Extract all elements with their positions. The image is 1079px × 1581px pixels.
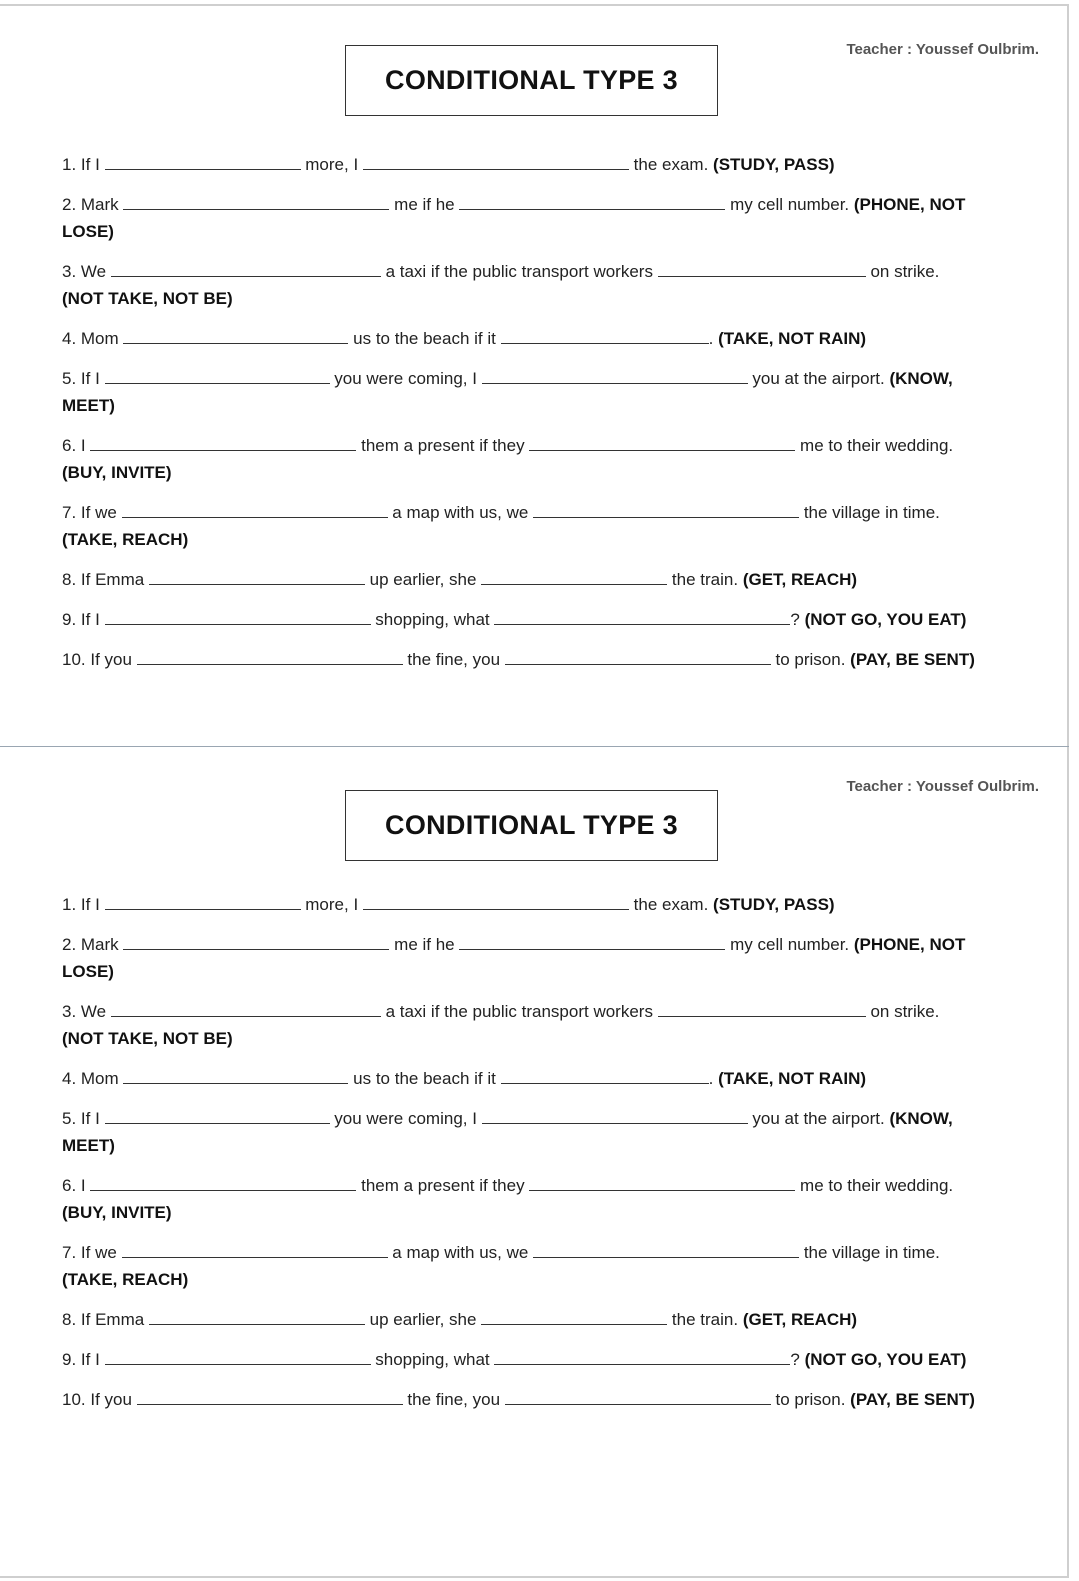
exercise-item	[62, 998, 1002, 1052]
exercise-item	[62, 931, 1002, 985]
item-tail: ?	[790, 1350, 800, 1369]
exercise-item	[62, 365, 1002, 419]
answer-blank[interactable]	[533, 502, 799, 518]
answer-blank[interactable]	[459, 934, 725, 950]
item-mid: me if he	[394, 935, 455, 954]
item-lead: 4. Mom	[62, 329, 119, 348]
item-mid: the fine, you	[407, 1390, 501, 1409]
item-tail: .	[708, 329, 714, 348]
item-lead: 6. I	[62, 1176, 86, 1195]
answer-blank[interactable]	[105, 154, 301, 170]
item-lead: 3. We	[62, 262, 107, 281]
exercise-item	[62, 499, 1002, 553]
answer-blank[interactable]	[105, 1349, 371, 1365]
item-mid: shopping, what	[375, 610, 490, 629]
answer-blank[interactable]	[123, 1068, 348, 1084]
answer-blank[interactable]	[90, 1175, 356, 1191]
exercise-item	[62, 1065, 1002, 1092]
item-mid: them a present if they	[361, 1176, 525, 1195]
verb-hint: (NOT TAKE, NOT BE)	[62, 1029, 233, 1048]
exercise-item	[62, 1386, 1002, 1413]
item-tail: the exam.	[633, 895, 709, 914]
item-mid: you were coming, I	[334, 1109, 477, 1128]
item-tail: me to their wedding.	[800, 1176, 954, 1195]
item-mid: them a present if they	[361, 436, 525, 455]
answer-blank[interactable]	[481, 1309, 667, 1325]
item-tail: the village in time.	[803, 1243, 940, 1262]
item-tail: the train.	[671, 1310, 739, 1329]
answer-blank[interactable]	[658, 261, 866, 277]
item-tail: my cell number.	[730, 935, 850, 954]
exercise-item	[62, 1346, 1002, 1373]
exercise-item	[62, 566, 1002, 593]
item-lead: 10. If you	[62, 650, 132, 669]
item-tail: you at the airport.	[752, 1109, 885, 1128]
answer-blank[interactable]	[482, 1108, 748, 1124]
verb-hint: (BUY, INVITE)	[62, 463, 172, 482]
verb-hint: (PHONE, NOT LOSE)	[62, 195, 966, 241]
item-tail: the train.	[671, 570, 739, 589]
answer-blank[interactable]	[363, 154, 629, 170]
verb-hint: (GET, REACH)	[742, 1310, 858, 1329]
item-tail: the village in time.	[803, 503, 940, 522]
exercise-item	[62, 325, 1002, 352]
verb-hint: (PAY, BE SENT)	[850, 1390, 975, 1409]
verb-hint: (TAKE, REACH)	[62, 530, 189, 549]
verb-hint: (NOT GO, YOU EAT)	[804, 610, 967, 629]
item-lead: 4. Mom	[62, 1069, 119, 1088]
teacher-name: Teacher : Youssef Oulbrim.	[846, 778, 1039, 795]
answer-blank[interactable]	[505, 1389, 771, 1405]
item-mid: you were coming, I	[334, 369, 477, 388]
verb-hint: (PAY, BE SENT)	[850, 650, 975, 669]
item-lead: 2. Mark	[62, 195, 119, 214]
answer-blank[interactable]	[111, 1001, 381, 1017]
item-lead: 5. If I	[62, 369, 100, 388]
answer-blank[interactable]	[105, 1108, 330, 1124]
answer-blank[interactable]	[122, 1242, 388, 1258]
exercise-item	[62, 1239, 1002, 1293]
verb-hint: (KNOW, MEET)	[62, 1109, 953, 1155]
item-tail: my cell number.	[730, 195, 850, 214]
item-tail: to prison.	[775, 1390, 846, 1409]
teacher-name: Teacher : Youssef Oulbrim.	[846, 41, 1039, 58]
item-lead: 10. If you	[62, 1390, 132, 1409]
item-lead: 7. If we	[62, 1243, 117, 1262]
exercise-item	[62, 891, 1002, 918]
item-tail: the exam.	[633, 155, 709, 174]
answer-blank[interactable]	[90, 435, 356, 451]
answer-blank[interactable]	[137, 649, 403, 665]
answer-blank[interactable]	[459, 194, 725, 210]
verb-hint: (GET, REACH)	[742, 570, 858, 589]
answer-blank[interactable]	[149, 1309, 365, 1325]
exercise-list	[62, 151, 1002, 686]
item-tail: .	[708, 1069, 714, 1088]
exercise-item	[62, 606, 1002, 633]
exercise-item	[62, 151, 1002, 178]
item-lead: 1. If I	[62, 155, 100, 174]
answer-blank[interactable]	[137, 1389, 403, 1405]
answer-blank[interactable]	[123, 194, 389, 210]
answer-blank[interactable]	[505, 649, 771, 665]
verb-hint: (BUY, INVITE)	[62, 1203, 172, 1222]
verb-hint: (STUDY, PASS)	[713, 155, 835, 174]
item-tail: on strike.	[870, 262, 940, 281]
item-mid: a map with us, we	[392, 1243, 529, 1262]
answer-blank[interactable]	[529, 435, 795, 451]
worksheet-top	[0, 6, 1069, 746]
worksheet-bottom	[0, 746, 1069, 1486]
answer-blank[interactable]	[123, 934, 389, 950]
item-lead: 9. If I	[62, 610, 100, 629]
exercise-item	[62, 432, 1002, 486]
item-mid: a taxi if the public transport workers	[385, 1002, 653, 1021]
verb-hint: (TAKE, REACH)	[62, 1270, 189, 1289]
verb-hint: (KNOW, MEET)	[62, 369, 953, 415]
answer-blank[interactable]	[122, 502, 388, 518]
item-lead: 7. If we	[62, 503, 117, 522]
answer-blank[interactable]	[105, 368, 330, 384]
item-mid: the fine, you	[407, 650, 501, 669]
worksheet-title: CONDITIONAL TYPE 3	[345, 45, 718, 116]
item-lead: 1. If I	[62, 895, 100, 914]
exercise-item	[62, 1105, 1002, 1159]
exercise-item	[62, 1306, 1002, 1333]
item-tail: to prison.	[775, 650, 846, 669]
item-mid: up earlier, she	[369, 570, 477, 589]
exercise-item	[62, 1172, 1002, 1226]
item-tail: on strike.	[870, 1002, 940, 1021]
answer-blank[interactable]	[494, 1349, 790, 1365]
worksheet-title: CONDITIONAL TYPE 3	[345, 790, 718, 861]
answer-blank[interactable]	[105, 894, 301, 910]
answer-blank[interactable]	[494, 609, 790, 625]
item-mid: more, I	[305, 895, 359, 914]
exercise-list	[62, 891, 1002, 1426]
answer-blank[interactable]	[123, 328, 348, 344]
item-tail: me to their wedding.	[800, 436, 954, 455]
item-lead: 6. I	[62, 436, 86, 455]
answer-blank[interactable]	[105, 609, 371, 625]
answer-blank[interactable]	[501, 1068, 709, 1084]
item-lead: 2. Mark	[62, 935, 119, 954]
exercise-item	[62, 258, 1002, 312]
item-mid: us to the beach if it	[353, 329, 496, 348]
verb-hint: (NOT TAKE, NOT BE)	[62, 289, 233, 308]
item-mid: up earlier, she	[369, 1310, 477, 1329]
answer-blank[interactable]	[149, 569, 365, 585]
exercise-item	[62, 646, 1002, 673]
item-mid: us to the beach if it	[353, 1069, 496, 1088]
item-mid: a map with us, we	[392, 503, 529, 522]
exercise-item	[62, 191, 1002, 245]
item-lead: 8. If Emma	[62, 570, 145, 589]
item-lead: 3. We	[62, 1002, 107, 1021]
answer-blank[interactable]	[482, 368, 748, 384]
item-tail: you at the airport.	[752, 369, 885, 388]
answer-blank[interactable]	[533, 1242, 799, 1258]
item-lead: 5. If I	[62, 1109, 100, 1128]
item-mid: a taxi if the public transport workers	[385, 262, 653, 281]
item-mid: more, I	[305, 155, 359, 174]
item-lead: 9. If I	[62, 1350, 100, 1369]
answer-blank[interactable]	[111, 261, 381, 277]
answer-blank[interactable]	[363, 894, 629, 910]
answer-blank[interactable]	[529, 1175, 795, 1191]
verb-hint: (STUDY, PASS)	[713, 895, 835, 914]
answer-blank[interactable]	[658, 1001, 866, 1017]
item-mid: shopping, what	[375, 1350, 490, 1369]
item-lead: 8. If Emma	[62, 1310, 145, 1329]
answer-blank[interactable]	[481, 569, 667, 585]
verb-hint: (TAKE, NOT RAIN)	[718, 1069, 867, 1088]
verb-hint: (TAKE, NOT RAIN)	[718, 329, 867, 348]
verb-hint: (NOT GO, YOU EAT)	[804, 1350, 967, 1369]
answer-blank[interactable]	[501, 328, 709, 344]
item-tail: ?	[790, 610, 800, 629]
verb-hint: (PHONE, NOT LOSE)	[62, 935, 966, 981]
item-mid: me if he	[394, 195, 455, 214]
